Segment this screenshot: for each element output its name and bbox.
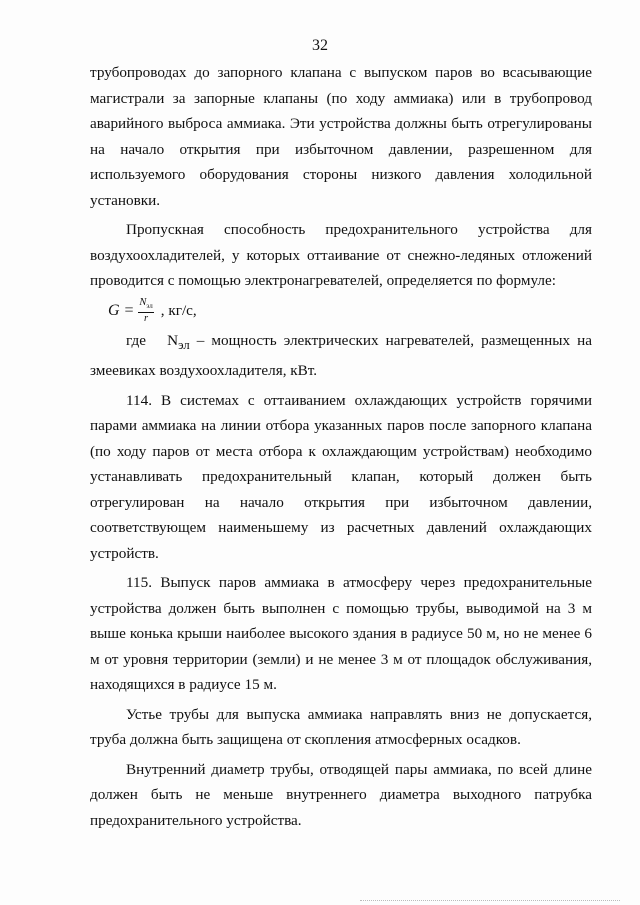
paragraph-115: 115. Выпуск паров аммиака в атмосферу через предохранительные устройства должен быть выполнен с помощью трубы, выводимой на 3 м выше конька крыши наиболее высокого здания в радиусе 50 м, но не менее 6 м от уровня территории (земли) и не менее 3 м от площадок обслуживания, находящихся в радиусе 15 м. (90, 574, 592, 694)
formula-lhs: G = (108, 301, 135, 319)
paragraph-1: трубопроводах до запорного клапана с выпуском паров во всасывающие магистрали за запорные клапаны (по ходу аммиака) или в трубопровод аварийного выброса аммиака. Эти устройства должны быть отрегулированы на начало открытия при избыточном давлении, разрешенном для используемого оборудования стороны низкого давления холодильной установки. (90, 64, 592, 209)
formula-fraction (138, 297, 153, 324)
paragraph-pipe-diameter: Внутренний диаметр трубы, отводящей пары аммиака, по всей длине должен быть не меньше внутреннего диаметра выходного патрубка предохранительного устройства. (90, 760, 592, 829)
where-description: – мощность электрических нагревателей, размещенных на змеевиках воздухоохладителя, кВт. (90, 331, 592, 380)
formula-unit: , кг/с, (160, 301, 197, 319)
formula (90, 296, 592, 326)
paragraph-where (90, 328, 592, 384)
formula-denominator: r (144, 313, 149, 325)
where-symbol: $N_{эл}$ (167, 331, 190, 352)
paragraph-114: 114. В системах с оттаиванием охлаждающих устройств горячими парами аммиака на линии отбора указанных паров после запорного клапана (по ходу паров от места отбора к охлаждающим устройствам) необходимо устанавливать предохранительный клапан, который должен быть отрегулирован на начало открытия при избыточном давлении, соответствующем наименьшему из расчетных давлений охлаждающих устройств. (90, 391, 592, 562)
paragraph-pipe-mouth: Устье трубы для выпуска аммиака направлять вниз не допускается, труба должна быть защищена от скопления атмосферных осадков. (90, 705, 592, 749)
scan-artifact-line (360, 898, 620, 901)
paragraph-2: Пропускная способность предохранительного устройства для воздухоохладителей, у которых оттаивание от снежно-ледяных отложений проводится с помощью электронагревателей, определяется по формуле: (90, 221, 592, 289)
document-body (90, 60, 592, 833)
where-prefix: где (126, 331, 146, 349)
page-number: 32 (312, 37, 328, 54)
formula-numerator: $N_{эл}$ (138, 297, 153, 313)
